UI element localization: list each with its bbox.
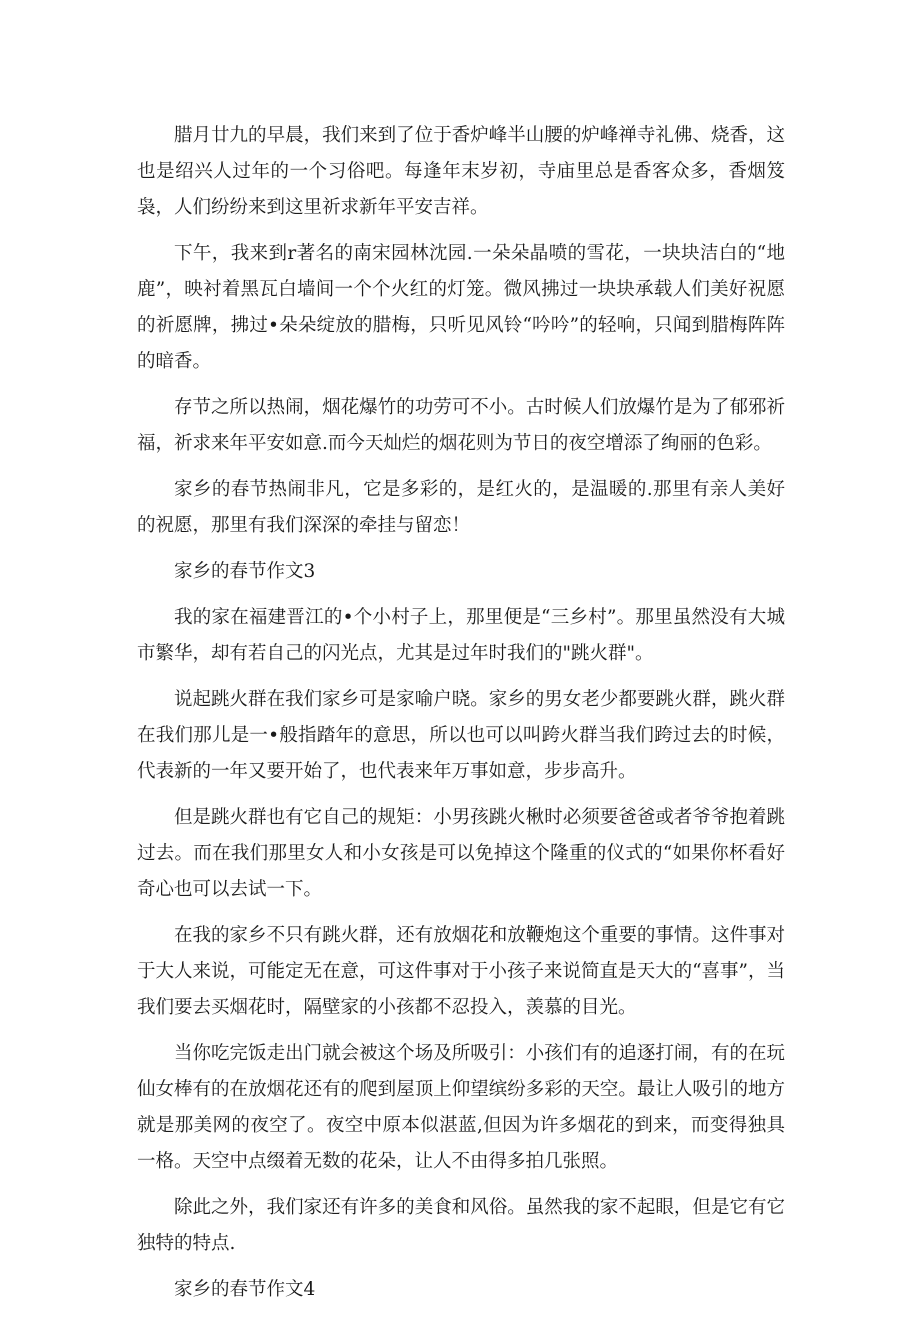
paragraph: 家乡的春节热闹非凡，它是多彩的，是红火的，是温暖的.那里有亲人美好的祝愿，那里有我们深深的牵挂与留恋！ xyxy=(137,479,785,536)
paragraph: 下午，我来到r著名的南宋园林沈园.一朵朵晶喷的雪花，一块块洁白的“地鹿”，映衬着黑瓦白墙间一个个火红的灯笼。微风拂过一块块承载人们美好祝愿的祈愿牌，拂过•朵朵绽放的腊梅，只听见风铃“吟吟”的轻响，只闻到腊梅阵阵的暗香。 xyxy=(137,243,785,372)
paragraph: 存节之所以热闹，烟花爆竹的功劳可不小。古时候人们放爆竹是为了郁邪祈福，祈求来年平安如意.而今天灿烂的烟花则为节日的夜空增添了绚丽的色彩。 xyxy=(137,397,785,454)
paragraph: 说起跳火群在我们家乡可是家喻户晓。家乡的男女老少都要跳火群，跳火群在我们那儿是一•般指踏年的意思，所以也可以叫跨火群当我们跨过去的时候，代表新的一年又要开始了，也代表来年万事如意，步步高升。 xyxy=(137,689,785,782)
paragraph: 腊月廿九的早晨，我们来到了位于香炉峰半山腰的炉峰禅寺礼佛、烧香，这也是绍兴人过年的一个习俗吧。每逢年末岁初，寺庙里总是香客众多，香烟笈袅，人们纷纷来到这里祈求新年平安吉祥。 xyxy=(137,125,785,218)
paragraph: 除此之外，我们家还有许多的美食和风俗。虽然我的家不起眼，但是它有它独特的特点. xyxy=(137,1197,785,1254)
document-body xyxy=(137,118,785,1318)
paragraph: 但是跳火群也有它自己的规矩：小男孩跳火楸时必须要爸爸或者爷爷抱着跳过去。而在我们那里女人和小女孩是可以免掉这个隆重的仪式的“如果你杯看好奇心也可以去试一下。 xyxy=(137,807,785,900)
section-heading-3: 家乡的春节作文3 xyxy=(174,561,316,582)
paragraph: 当你吃完饭走出门就会被这个场及所吸引：小孩们有的追逐打闹，有的在玩仙女棒有的在放烟花还有的爬到屋顶上仰望缤纷多彩的天空。最让人吸引的地方就是那美网的夜空了。夜空中原本似湛蓝,但因为许多烟花的到来，而变得独具一格。天空中点缀着无数的花朵，让人不由得多拍几张照。 xyxy=(137,1043,785,1172)
paragraph: 在我的家乡不只有跳火群，还有放烟花和放鞭炮这个重要的事情。这件事对于大人来说，可能定无在意，可这件事对于小孩子来说简直是天大的“喜事”，当我们要去买烟花时，隔壁家的小孩都不忍投入，羡慕的目光。 xyxy=(137,925,785,1018)
paragraph: 我的家在福建晋江的•个小村子上，那里便是“三乡村”。那里虽然没有大城市繁华，却有若自己的闪光点，尤其是过年时我们的"跳火群"。 xyxy=(137,607,785,664)
section-heading-4: 家乡的春节作文4 xyxy=(174,1279,316,1300)
